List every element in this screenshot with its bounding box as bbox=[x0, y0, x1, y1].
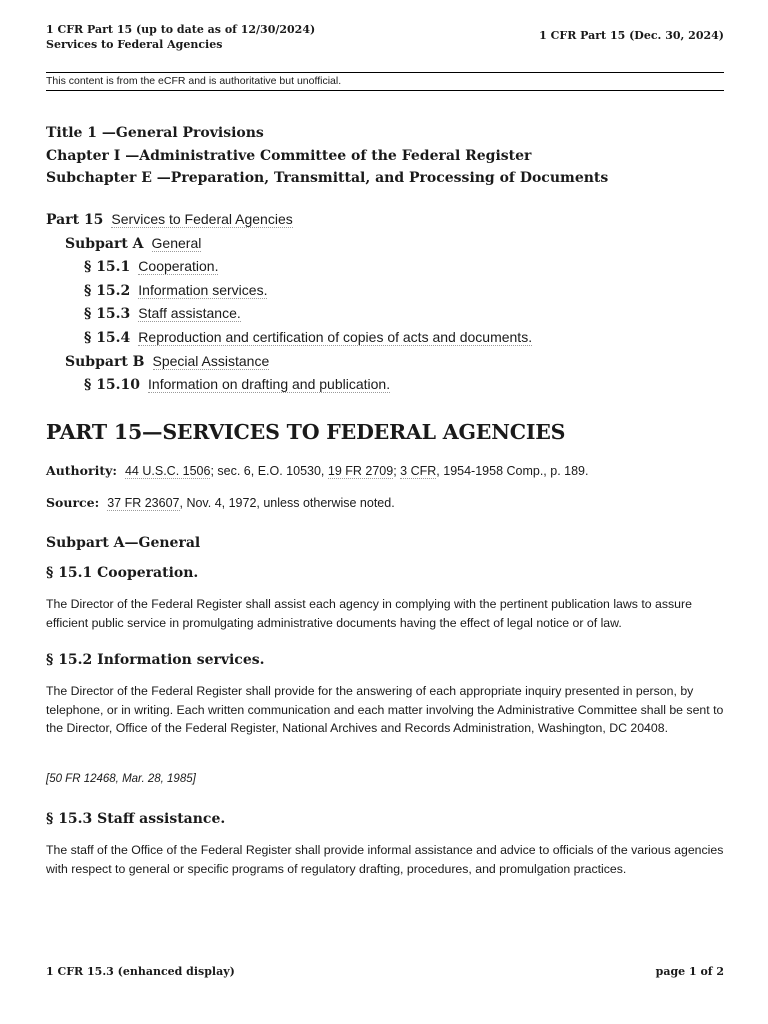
hierarchy-subchapter: Subchapter E —Preparation, Transmittal, and Processing of Documents bbox=[46, 170, 609, 186]
hierarchy-title: Title 1 —General Provisions bbox=[46, 125, 264, 141]
part-heading: PART 15—SERVICES TO FEDERAL AGENCIES bbox=[46, 420, 566, 444]
section-15-2-heading: § 15.2 Information services. bbox=[46, 652, 265, 668]
footer-citation: 1 CFR 15.3 (enhanced display) bbox=[46, 965, 235, 978]
authority-text: ; bbox=[393, 464, 401, 478]
toc-label: Part 15 bbox=[46, 212, 104, 228]
authority-label: Authority: bbox=[46, 463, 117, 478]
toc-label: Subpart A bbox=[65, 235, 144, 252]
toc-link-sec-15-2[interactable]: Information services. bbox=[138, 281, 268, 298]
section-15-1-heading: § 15.1 Cooperation. bbox=[46, 565, 199, 581]
toc-sec-15-2 bbox=[46, 279, 532, 303]
section-15-2-body: The Director of the Federal Register shall provide for the answering of each appropriate inquiry presented in person, by telephone, or in writing. Each written communication and each matter involving the Administrative Committee shall be sent to the Director, Office of the Federal Register, National Archives and Records Administration, Washington, DC 20408. bbox=[46, 684, 724, 735]
source-label: Source: bbox=[46, 495, 100, 510]
subpart-a-heading: Subpart A—General bbox=[46, 535, 201, 551]
toc-link-sec-15-10[interactable]: Information on drafting and publication. bbox=[148, 376, 391, 393]
toc-link-part-15[interactable]: Services to Federal Agencies bbox=[111, 211, 293, 227]
authority-link-fr[interactable]: 19 FR 2709 bbox=[327, 464, 394, 478]
toc-label: § 15.1 bbox=[84, 259, 131, 276]
toc-part bbox=[46, 208, 532, 232]
running-header-right: 1 CFR Part 15 (Dec. 30, 2024) bbox=[539, 29, 724, 42]
toc-label: § 15.2 bbox=[84, 282, 131, 299]
toc-sec-15-1 bbox=[46, 255, 532, 279]
authority-link-usc[interactable]: 44 U.S.C. 1506 bbox=[124, 464, 211, 478]
running-header-left bbox=[46, 22, 315, 52]
section-15-3-heading: § 15.3 Staff assistance. bbox=[46, 811, 226, 827]
toc-link-subpart-a[interactable]: General bbox=[151, 234, 202, 251]
source-link-fr[interactable]: 37 FR 23607 bbox=[107, 496, 180, 510]
toc-label: Subpart B bbox=[65, 353, 145, 370]
authority-line bbox=[46, 463, 588, 478]
section-15-1-body: The Director of the Federal Register shall assist each agency in complying with the pertinent publication laws to assure efficient public service in promulgating administrative documents having the effect of legal notice or of law. bbox=[46, 597, 692, 630]
toc-link-sec-15-1[interactable]: Cooperation. bbox=[138, 258, 219, 275]
header-citation: 1 CFR Part 15 (up to date as of 12/30/2024) bbox=[46, 23, 316, 36]
toc-link-subpart-b[interactable]: Special Assistance bbox=[152, 352, 270, 369]
toc-sec-15-4 bbox=[46, 326, 532, 350]
disclaimer-banner: This content is from the eCFR and is authoritative but unofficial. bbox=[46, 72, 724, 91]
toc-sec-15-3 bbox=[46, 302, 532, 326]
authority-link-cfr[interactable]: 3 CFR bbox=[400, 464, 437, 478]
authority-text: ; sec. 6, E.O. 10530, bbox=[210, 464, 328, 478]
source-text: , Nov. 4, 1972, unless otherwise noted. bbox=[179, 496, 395, 510]
hierarchy-chapter: Chapter I —Administrative Committee of the Federal Register bbox=[46, 147, 532, 164]
section-15-2-citation: [50 FR 12468, Mar. 28, 1985] bbox=[46, 773, 196, 785]
toc-link-sec-15-3[interactable]: Staff assistance. bbox=[138, 305, 241, 322]
table-of-contents bbox=[46, 208, 532, 397]
toc-subpart-a bbox=[46, 232, 532, 256]
toc-label: § 15.10 bbox=[84, 377, 141, 394]
toc-subpart-b bbox=[46, 350, 532, 374]
toc-link-sec-15-4[interactable]: Reproduction and certification of copies of acts and documents. bbox=[138, 328, 533, 345]
source-line bbox=[46, 495, 395, 510]
toc-label: § 15.4 bbox=[84, 329, 131, 346]
footer-page-number: page 1 of 2 bbox=[655, 965, 724, 978]
section-15-3-body: The staff of the Office of the Federal Register shall provide informal assistance and advice to officials of the various agencies with respect to general or specific programs of regulatory drafting, procedures, and promulgation practices. bbox=[46, 843, 724, 876]
header-part-name: Services to Federal Agencies bbox=[46, 38, 223, 51]
toc-label: § 15.3 bbox=[84, 306, 131, 323]
hierarchy-block bbox=[46, 122, 608, 190]
toc-sec-15-10 bbox=[46, 373, 532, 397]
authority-text: , 1954-1958 Comp., p. 189. bbox=[436, 464, 589, 478]
document-page bbox=[46, 0, 724, 1024]
